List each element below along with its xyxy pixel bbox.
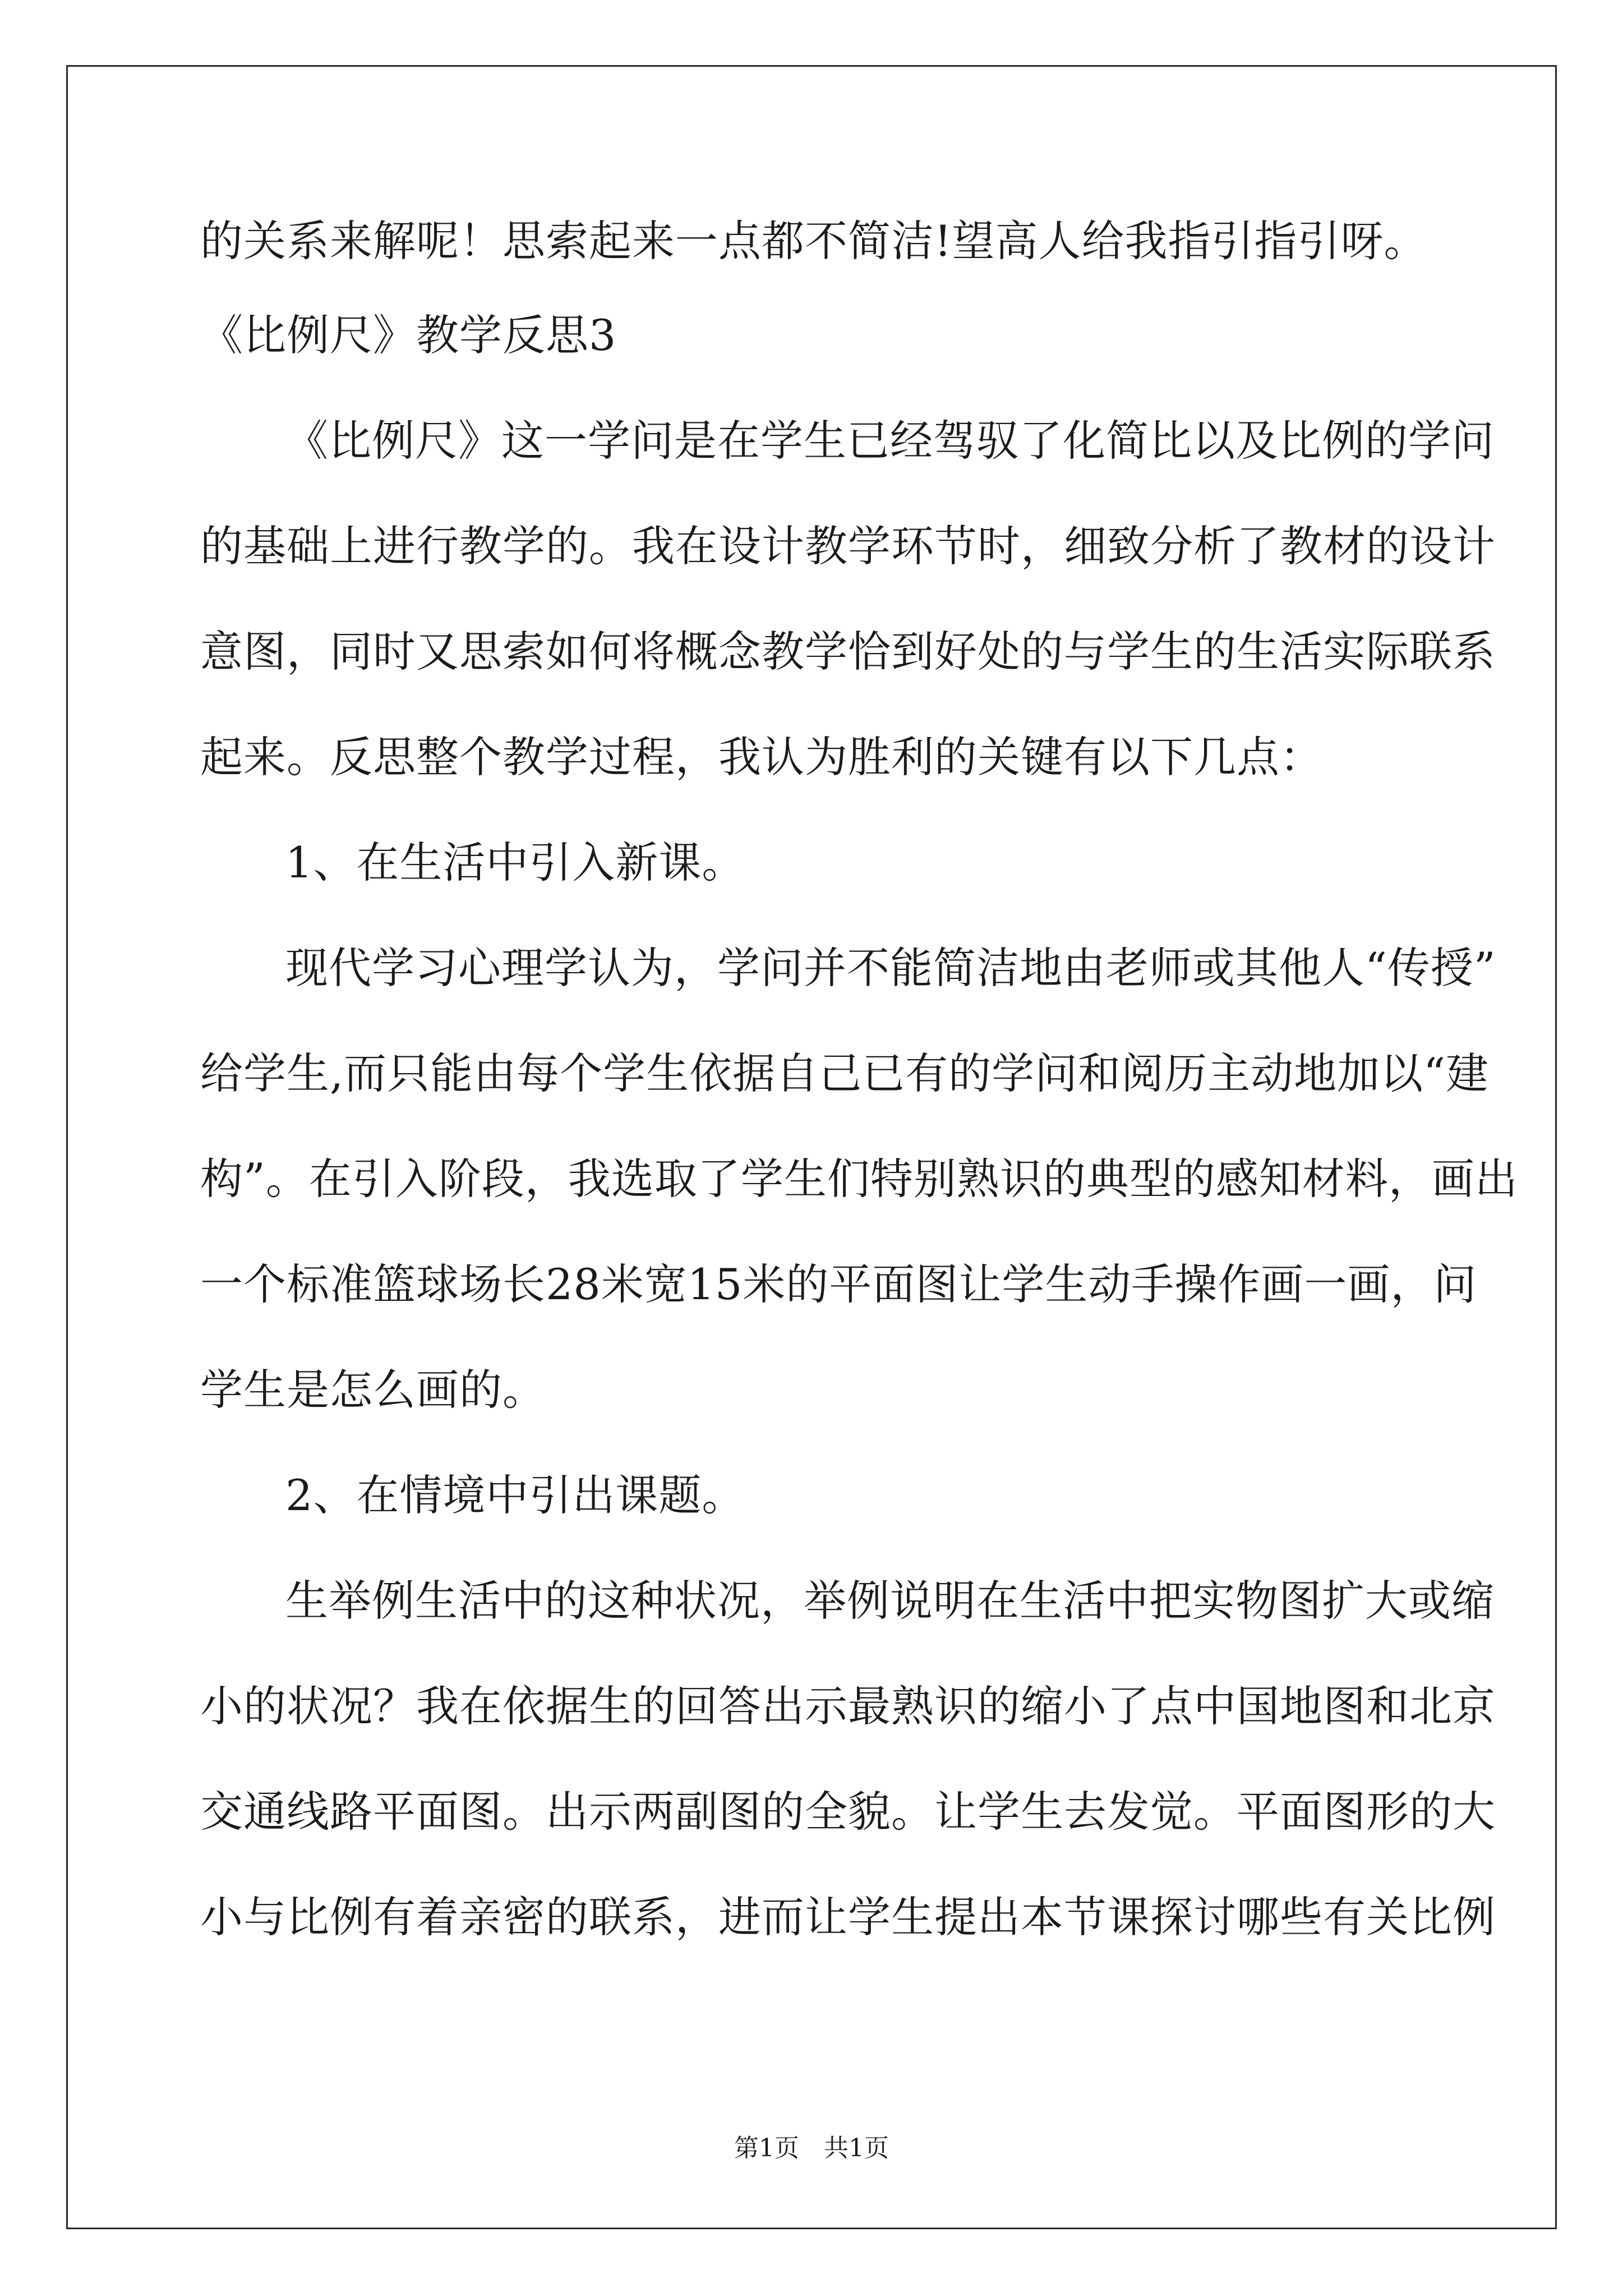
- numbered-heading: 2、在情境中引出课题。: [285, 1470, 745, 1520]
- text-line: 给学生,而只能由每个学生依据自己已有的学问和阅历主动地加以“建: [200, 1048, 1490, 1098]
- page-number-footer: 第1页 共1页: [734, 2134, 889, 2162]
- text-line: 交通线路平面图。出示两副图的全貌。让学生去发觉。平面图形的大: [200, 1787, 1496, 1837]
- text-line: 小与比例有着亲密的联系，进而让学生提出本节课探讨哪些有关比例: [200, 1892, 1496, 1942]
- text-line: 小的状况？我在依据生的回答出示最熟识的缩小了点中国地图和北京: [200, 1681, 1496, 1731]
- section-heading: 《比例尺》教学反思3: [200, 310, 617, 360]
- text-line: 构”。在引入阶段，我选取了学生们特别熟识的典型的感知材料，画出: [200, 1154, 1518, 1204]
- text-line: 起来。反思整个教学过程，我认为胜利的关键有以下几点：: [200, 732, 1323, 782]
- text-line: 的基础上进行教学的。我在设计教学环节时，细致分析了教材的设计: [200, 521, 1496, 571]
- numbered-heading: 1、在生活中引入新课。: [285, 838, 745, 887]
- text-line: 《比例尺》这一学问是在学生已经驾驭了化简比以及比例的学问: [285, 416, 1495, 466]
- text-line: 学生是怎么画的。: [200, 1365, 546, 1415]
- text-line: 的关系来解呢！思索起来一点都不简洁!望高人给我指引指引呀。: [200, 216, 1427, 266]
- text-line: 意图，同时又思索如何将概念教学恰到好处的与学生的生活实际联系: [200, 627, 1496, 677]
- text-line: 现代学习心理学认为，学问并不能简洁地由老师或其他人“传授”: [285, 943, 1496, 993]
- text-line: 一个标准篮球场长28米宽15米的平面图让学生动手操作画一画，问: [200, 1259, 1477, 1309]
- text-line: 生举例生活中的这种状况，举例说明在生活中把实物图扩大或缩: [285, 1576, 1495, 1626]
